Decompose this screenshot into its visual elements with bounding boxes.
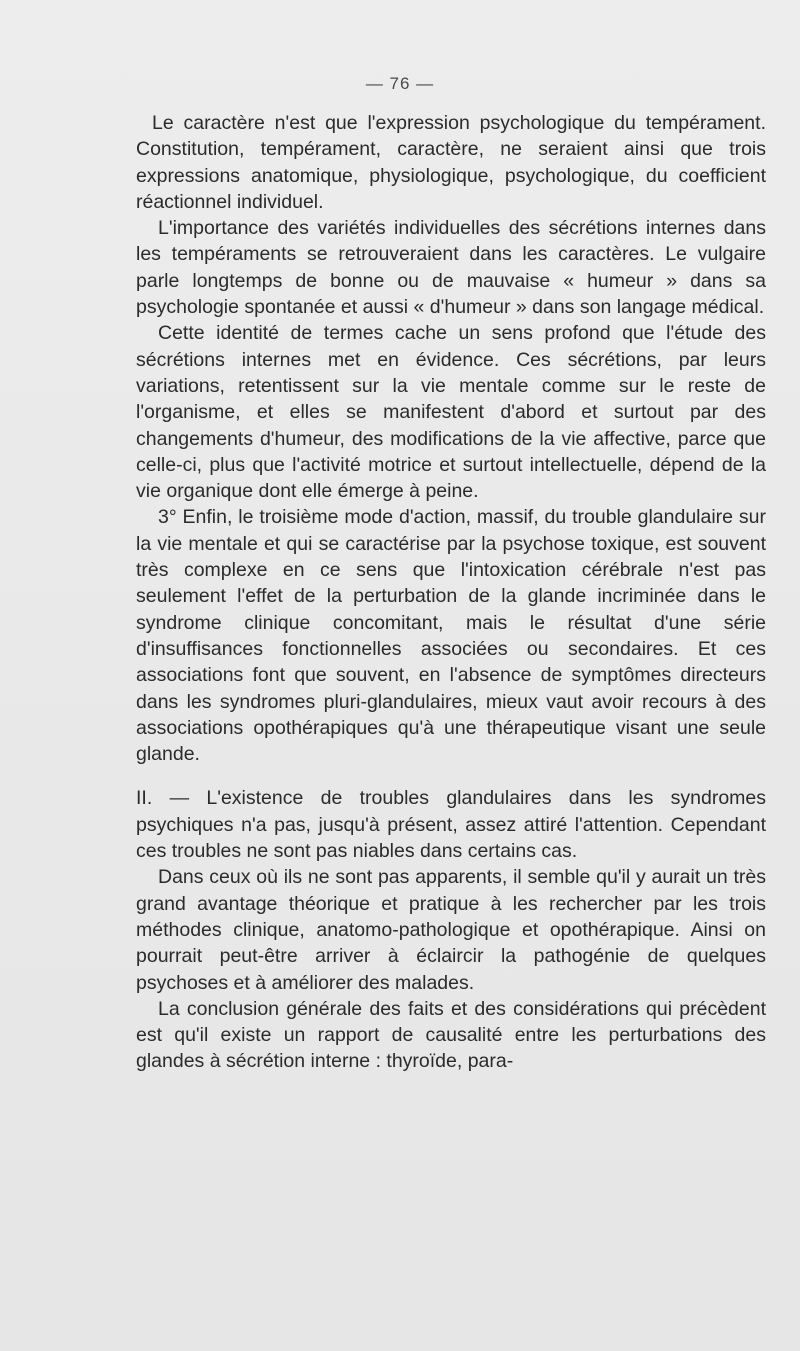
paragraph-importance: L'importance des variétés individuelles des sécrétions internes dans les tempéraments se retrouveraient dans les caractères. Le vulgaire parle longtemps de bonne ou de mauvaise « humeur » dans sa psychologie spontanée et aussi « d'humeur » dans son langage médical.: [136, 217, 766, 319]
paragraph-section-ii: II. — L'existence de troubles glandulaires dans les syndromes psychiques n'a pas, jusqu'à présent, assez attiré l'attention. Cependant ces troubles ne sont pas niables dans certains cas.: [136, 787, 766, 863]
page-number: — 76 —: [365, 74, 435, 93]
paragraph-identite: Cette identité de termes cache un sens profond que l'étude des sécrétions internes met en évidence. Ces sécrétions, par leurs variations, retentissent sur la vie mentale comme sur le reste de l'organisme, et elles se manifestent d'abord et surtout par des changements d'humeur, des modifications de la vie affective, parce que celle-ci, plus que l'activité motrice et surtout intellectuelle, dépend de la vie organique dont elle émerge à peine.: [136, 322, 766, 503]
body-text: [136, 110, 766, 1075]
paragraph-troisieme-mode: 3° Enfin, le troisième mode d'action, massif, du trouble glandulaire sur la vie mentale et qui se caractérise par la psychose toxique, est souvent très complexe en ce sens que l'intoxication cérébrale n'est pas seulement l'effet de la perturbation de la glande incriminée dans le syndrome clinique concomitant, mais le résultat d'une série d'insuffisances fonctionnelles associées ou secondaires. Et ces associations font que souvent, en l'absence de symptômes directeurs dans les syndromes pluri-glandulaires, mieux vaut avoir recours à des associations opothérapiques qu'à une thérapeutique visant une seule glande.: [136, 506, 766, 766]
paragraph-conclusion: La conclusion générale des faits et des considérations qui précèdent est qu'il existe un rapport de causalité entre les perturbations des glandes à sécrétion interne : thyroïde, para-: [136, 997, 766, 1073]
paragraph-caractere: Le caractère n'est que l'expression psychologique du tempérament. Constitution, tempérament, caractère, ne seraient ainsi que trois expressions anatomique, physiologique, psychologique, du coefficient réactionnel individuel.: [136, 112, 766, 213]
paragraph-dans-ceux: Dans ceux où ils ne sont pas apparents, il semble qu'il y aurait un très grand avantage théorique et pratique à les rechercher par les trois méthodes clinique, anatomo-pathologique et opothérapique. Ainsi on pourrait peut-être arriver à éclaircir la pathogénie de quelques psychoses et à améliorer des malades.: [136, 866, 766, 994]
